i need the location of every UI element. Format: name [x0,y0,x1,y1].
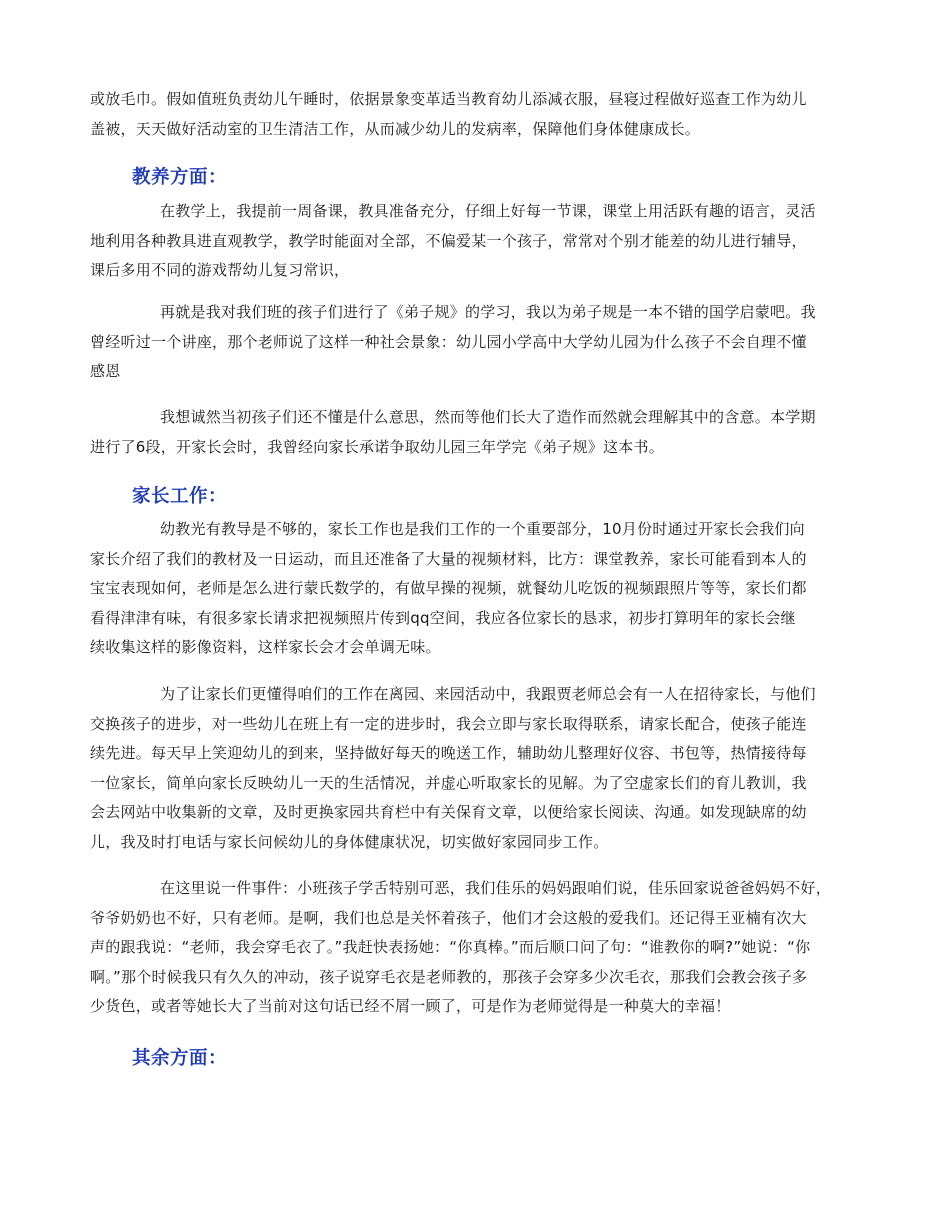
paragraph-parent-meeting [90,515,865,663]
text-line: 儿，我及时打电话与家长问候幼儿的身体健康状况，切实做好家园同步工作。 [90,832,609,851]
text-line: 宝宝表现如何，老师是怎么进行蒙氏数学的，有做早操的视频，就餐幼儿吃饭的视频跟照片等等，家长们都 [90,579,807,598]
text-line: 会去网站中收集新的文章，及时更换家园共育栏中有关保育文章，以便给家长阅读、沟通。如发现缺席的幼 [90,803,807,822]
text-line: 或放毛巾。假如值班负责幼儿午睡时，依据景象变革适当教育幼儿添减衣服，昼寝过程做好巡查工作为幼儿 [90,90,807,108]
text-line: 家长介绍了我们的教材及一日运动，而且还准备了大量的视频材料，比方：课堂教养，家长可能看到本人的 [90,549,807,568]
text-line: 在这里说一件事件：小班孩子学舌特别可恶，我们佳乐的妈妈跟咱们说，佳乐回家说爸爸妈妈不好， [160,879,832,897]
paragraph-understanding [90,403,865,462]
text-line: 看得津津有味，有很多家长请求把视频照片传到qq空间，我应各位家长的恳求，初步打算明年的家长会继 [90,608,796,627]
paragraph-parent-communication [90,680,865,858]
text-line: 盖被，天天做好活动室的卫生清洁工作，从而减少幼儿的发病率，保障他们身体健康成长。 [90,119,701,138]
paragraph-anecdote [90,874,865,1022]
text-line: 爷爷奶奶也不好，只有老师。是啊，我们也总是关怀着孩子，他们才会这般的爱我们。还记得王亚楠有次大 [90,908,807,927]
text-line: 交换孩子的进步，对一些幼儿在班上有一定的进步时，我会立即与家长取得联系，请家长配合，使孩子能连 [90,714,807,733]
section-heading-parent-work: 家长工作： [132,486,228,507]
text-line: 曾经听过一个讲座，那个老师说了这样一种社会景象：幼儿园小学高中大学幼儿园为什么孩子不会自理不懂 [90,332,807,351]
section-heading-other: 其余方面： [132,1048,228,1069]
text-line: 续收集这样的影像资料，这样家长会才会单调无味。 [90,638,441,657]
text-line: 啊。”那个时候我只有久久的冲动，孩子说穿毛衣是老师教的，那孩子会穿多少次毛衣，那我们会教会孩子多 [90,967,808,986]
paragraph-dizigui [90,298,865,387]
text-line: 我想诚然当初孩子们还不懂是什么意思，然而等他们长大了造作而然就会理解其中的含意。本学期 [160,408,816,426]
section-heading-teaching: 教养方面： [132,167,228,188]
paragraph-health-continued [90,85,865,144]
text-line: 感恩 [90,362,121,381]
text-line: 续先进。每天早上笑迎幼儿的到来，坚持做好每天的晚送工作，辅助幼儿整理好仪容、书包等，热情接待每 [90,744,807,763]
text-line: 少货色，或者等她长大了当前对这句话已经不屑一顾了，可是作为老师觉得是一种莫大的幸福！ [90,997,731,1016]
text-line: 幼教光有教导是不够的，家长工作也是我们工作的一个重要部分，10月份时通过开家长会我们向 [160,520,805,538]
text-line: 声的跟我说：“老师，我会穿毛衣了。”我赶快表扬她：“你真棒。”而后顺口问了句：“谁教你的啊?”她说：“你 [90,938,811,957]
text-line: 再就是我对我们班的孩子们进行了《弟子规》的学习，我以为弟子规是一本不错的国学启蒙吧。我 [160,303,816,321]
text-line: 课后多用不同的游戏帮幼儿复习常识， [90,261,350,280]
text-line: 地利用各种教具进直观教学，教学时能面对全部，不偏爱某一个孩子，常常对个别才能差的幼儿进行辅导， [90,231,807,250]
text-line: 一位家长，简单向家长反映幼儿一天的生活情况，并虚心听取家长的见解。为了空虚家长们的育儿教训，我 [90,773,807,792]
text-line: 为了让家长们更懂得咱们的工作在离园、来园活动中，我跟贾老师总会有一人在招待家长，与他们 [160,685,816,703]
text-line: 进行了6段，开家长会时，我曾经向家长承诺争取幼儿园三年学完《弟子规》这本书。 [90,437,665,456]
text-line: 在教学上，我提前一周备课，教具准备充分，仔细上好每一节课，课堂上用活跃有趣的语言，灵活 [160,202,816,220]
paragraph-teaching [90,197,865,286]
